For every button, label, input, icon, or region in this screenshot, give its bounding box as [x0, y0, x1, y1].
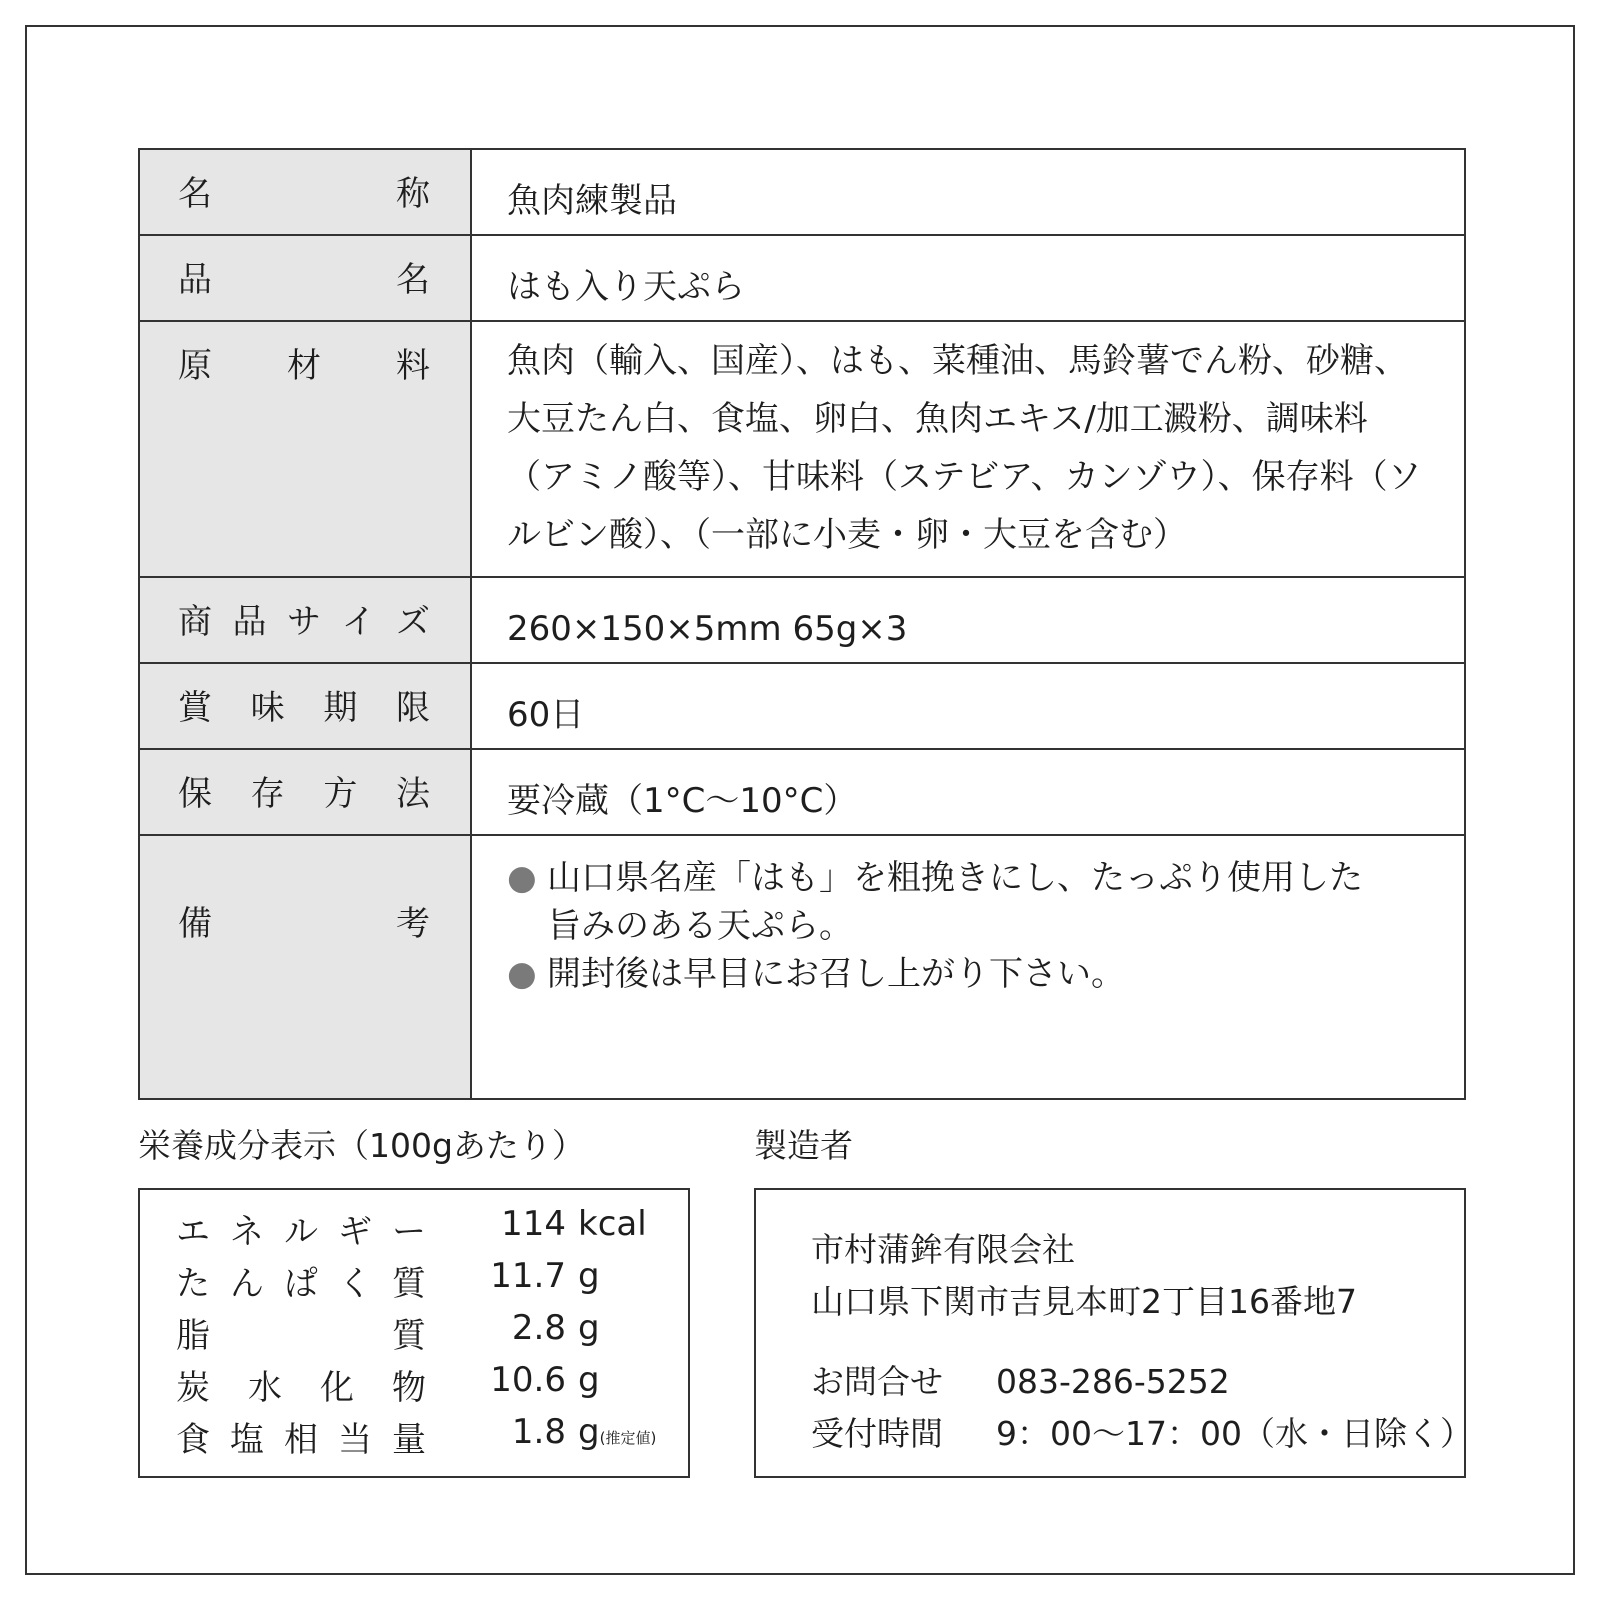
nutrition-label-char: 量: [392, 1420, 426, 1460]
spec-label-char: 存: [250, 774, 285, 814]
spec-value-cell: [471, 149, 1465, 235]
estimated-value-note: (推定値): [599, 1429, 657, 1447]
spec-value-cell: [471, 577, 1465, 663]
nutrition-label-char: 化: [320, 1368, 354, 1408]
nutrition-label-char: ん: [230, 1264, 264, 1304]
ingredients-line: 大豆たん白、食塩、卵白、魚肉エキス/加工澱粉、調味料: [507, 399, 1368, 439]
hours-label: 受付時間: [811, 1414, 943, 1453]
spec-label-cell: [139, 577, 471, 663]
nutrition-label-char: た: [176, 1264, 210, 1304]
nutrition-amount: 10.6: [490, 1360, 566, 1400]
spec-label-char: 商: [178, 602, 212, 642]
note-item: [507, 854, 1429, 950]
nutrition-unit: g: [578, 1256, 600, 1296]
note-text: 開封後は早目にお召し上がり下さい。: [547, 954, 1125, 994]
nutrition-amount: 2.8: [511, 1308, 566, 1348]
note-item: [507, 950, 1429, 998]
nutrition-label-char: ギ: [338, 1212, 372, 1252]
spec-label: [140, 322, 470, 386]
spec-label-cell: [139, 663, 471, 749]
spec-label-cell: [139, 321, 471, 577]
nutrition-amount: 1.8: [511, 1412, 566, 1452]
nutrition-label-char: 当: [338, 1420, 372, 1460]
spec-row-size: [139, 577, 1465, 663]
contact-label: お問合せ: [811, 1362, 943, 1401]
nutrition-label: [176, 1256, 426, 1305]
spec-label-char: 備: [178, 904, 212, 944]
spec-value-shelf-life: 60日: [507, 695, 585, 735]
spec-label-char: 賞: [178, 688, 212, 728]
spec-row-storage: [139, 749, 1465, 835]
nutrition-label-char: 物: [392, 1368, 426, 1408]
nutrition-unit: g: [578, 1360, 600, 1400]
hours-line: [811, 1414, 1473, 1454]
nutrition-label-char: 質: [392, 1264, 426, 1304]
manufacturer-box: [754, 1188, 1473, 1478]
nutrition-label-char: エ: [176, 1212, 210, 1252]
nutrition-amount: 114: [501, 1204, 566, 1244]
spec-value-cell: [471, 321, 1465, 577]
spec-value-cell: [471, 235, 1465, 321]
spec-value-size: 260×150×5mm 65g×3: [507, 609, 908, 649]
spec-label-char: サ: [287, 602, 321, 642]
spec-row-notes: [139, 835, 1465, 1099]
spec-row-ingredients: [139, 321, 1465, 577]
spec-value-cell: [471, 835, 1465, 1099]
nutrition-row-protein: [176, 1256, 668, 1308]
spec-row-product: [139, 235, 1465, 321]
spec-label-char: 方: [323, 774, 358, 814]
spec-label-char: 限: [395, 688, 430, 728]
nutrition-unit-text: g: [578, 1412, 600, 1452]
nutrition-unit: kcal: [578, 1204, 647, 1244]
manufacturer-title: 製造者: [754, 1126, 853, 1165]
nutrition-label-char: 食: [176, 1420, 210, 1460]
spec-label-char: 称: [396, 174, 430, 214]
spec-label-char: 考: [396, 904, 430, 944]
spec-label-cell: [139, 835, 471, 1099]
spec-value-cell: [471, 749, 1465, 835]
nutrition-label-char: く: [338, 1264, 372, 1304]
nutrition-row-salt: [176, 1412, 668, 1464]
spec-label-char: 原: [178, 346, 212, 386]
spec-label: [140, 578, 470, 642]
nutrition-unit: [578, 1412, 656, 1452]
nutrition-label-char: ネ: [230, 1212, 264, 1252]
spec-label-char: 期: [323, 688, 358, 728]
spec-label: [140, 664, 470, 728]
spec-label-char: 品: [178, 260, 212, 300]
spec-label: [140, 150, 470, 214]
nutrition-row-energy: [176, 1204, 668, 1256]
nutrition-unit: g: [578, 1308, 600, 1348]
spec-label-char: 品: [232, 602, 267, 642]
nutrition-amount: 11.7: [490, 1256, 566, 1296]
spec-value-name: 魚肉練製品: [507, 181, 677, 221]
nutrition-title: 栄養成分表示（100gあたり）: [138, 1126, 585, 1165]
nutrition-label-char: 水: [248, 1368, 282, 1408]
product-spec-table: [138, 148, 1466, 1100]
spec-value-product: はも入り天ぷら: [507, 267, 745, 307]
spec-label-cell: [139, 235, 471, 321]
ingredients-text: [472, 322, 1464, 564]
nutrition-label-char: ー: [392, 1212, 426, 1252]
nutrition-box: [138, 1188, 690, 1478]
nutrition-row-carbohydrate: [176, 1360, 668, 1412]
spec-row-name: [139, 149, 1465, 235]
spec-row-shelf-life: [139, 663, 1465, 749]
nutrition-label-char: 脂: [176, 1316, 210, 1356]
ingredients-line: ルビン酸）、（一部に小麦・卵・大豆を含む）: [507, 515, 1187, 555]
ingredients-line: （アミノ酸等）、甘味料（ステビア、カンゾウ）、保存料（ソ: [507, 457, 1422, 497]
contact-line: [811, 1362, 1230, 1402]
spec-label-cell: [139, 749, 471, 835]
spec-label: [140, 236, 470, 300]
nutrition-label-char: 炭: [176, 1368, 210, 1408]
bullet-icon: ●: [507, 954, 537, 994]
company-address: 山口県下関市吉見本町2丁目16番地7: [811, 1282, 1357, 1321]
phone-number: 083-286-5252: [996, 1362, 1230, 1401]
nutrition-label-char: ぱ: [284, 1264, 318, 1304]
spec-label: [140, 836, 470, 944]
nutrition-label: [176, 1412, 426, 1461]
nutrition-row-fat: [176, 1308, 668, 1360]
business-hours: 9：00〜17：00（水・日除く）: [996, 1414, 1473, 1453]
spec-label-char: 材: [287, 346, 321, 386]
company-name: 市村蒲鉾有限会社: [811, 1230, 1075, 1269]
nutrition-label: [176, 1204, 426, 1253]
nutrition-label-char: 塩: [230, 1420, 264, 1460]
spec-label-char: 保: [178, 774, 212, 814]
spec-label-char: 味: [250, 688, 285, 728]
bullet-icon: ●: [507, 858, 537, 898]
spec-label-char: 法: [395, 774, 430, 814]
spec-label-char: イ: [341, 602, 376, 642]
spec-label: [140, 750, 470, 814]
spec-label-char: 名: [178, 174, 212, 214]
nutrition-label: [176, 1360, 426, 1409]
spec-value-cell: [471, 663, 1465, 749]
nutrition-label-char: 質: [392, 1316, 426, 1356]
nutrition-label-char: ル: [284, 1212, 318, 1252]
ingredients-line: 魚肉（輸入、国産）、はも、菜種油、馬鈴薯でん粉、砂糖、: [507, 341, 1408, 381]
notes-list: [472, 836, 1464, 998]
spec-label-char: 料: [396, 346, 430, 386]
spec-label-char: ズ: [396, 602, 430, 642]
spec-label-cell: [139, 149, 471, 235]
spec-value-storage: 要冷蔵（1°C〜10°C）: [507, 781, 858, 821]
nutrition-label: [176, 1308, 426, 1357]
nutrition-label-char: 相: [284, 1420, 318, 1460]
note-text: 山口県名産「はも」を粗挽きにし、たっぷり使用した 旨みのある天ぷら。: [547, 858, 1363, 946]
spec-label-char: 名: [396, 260, 430, 300]
